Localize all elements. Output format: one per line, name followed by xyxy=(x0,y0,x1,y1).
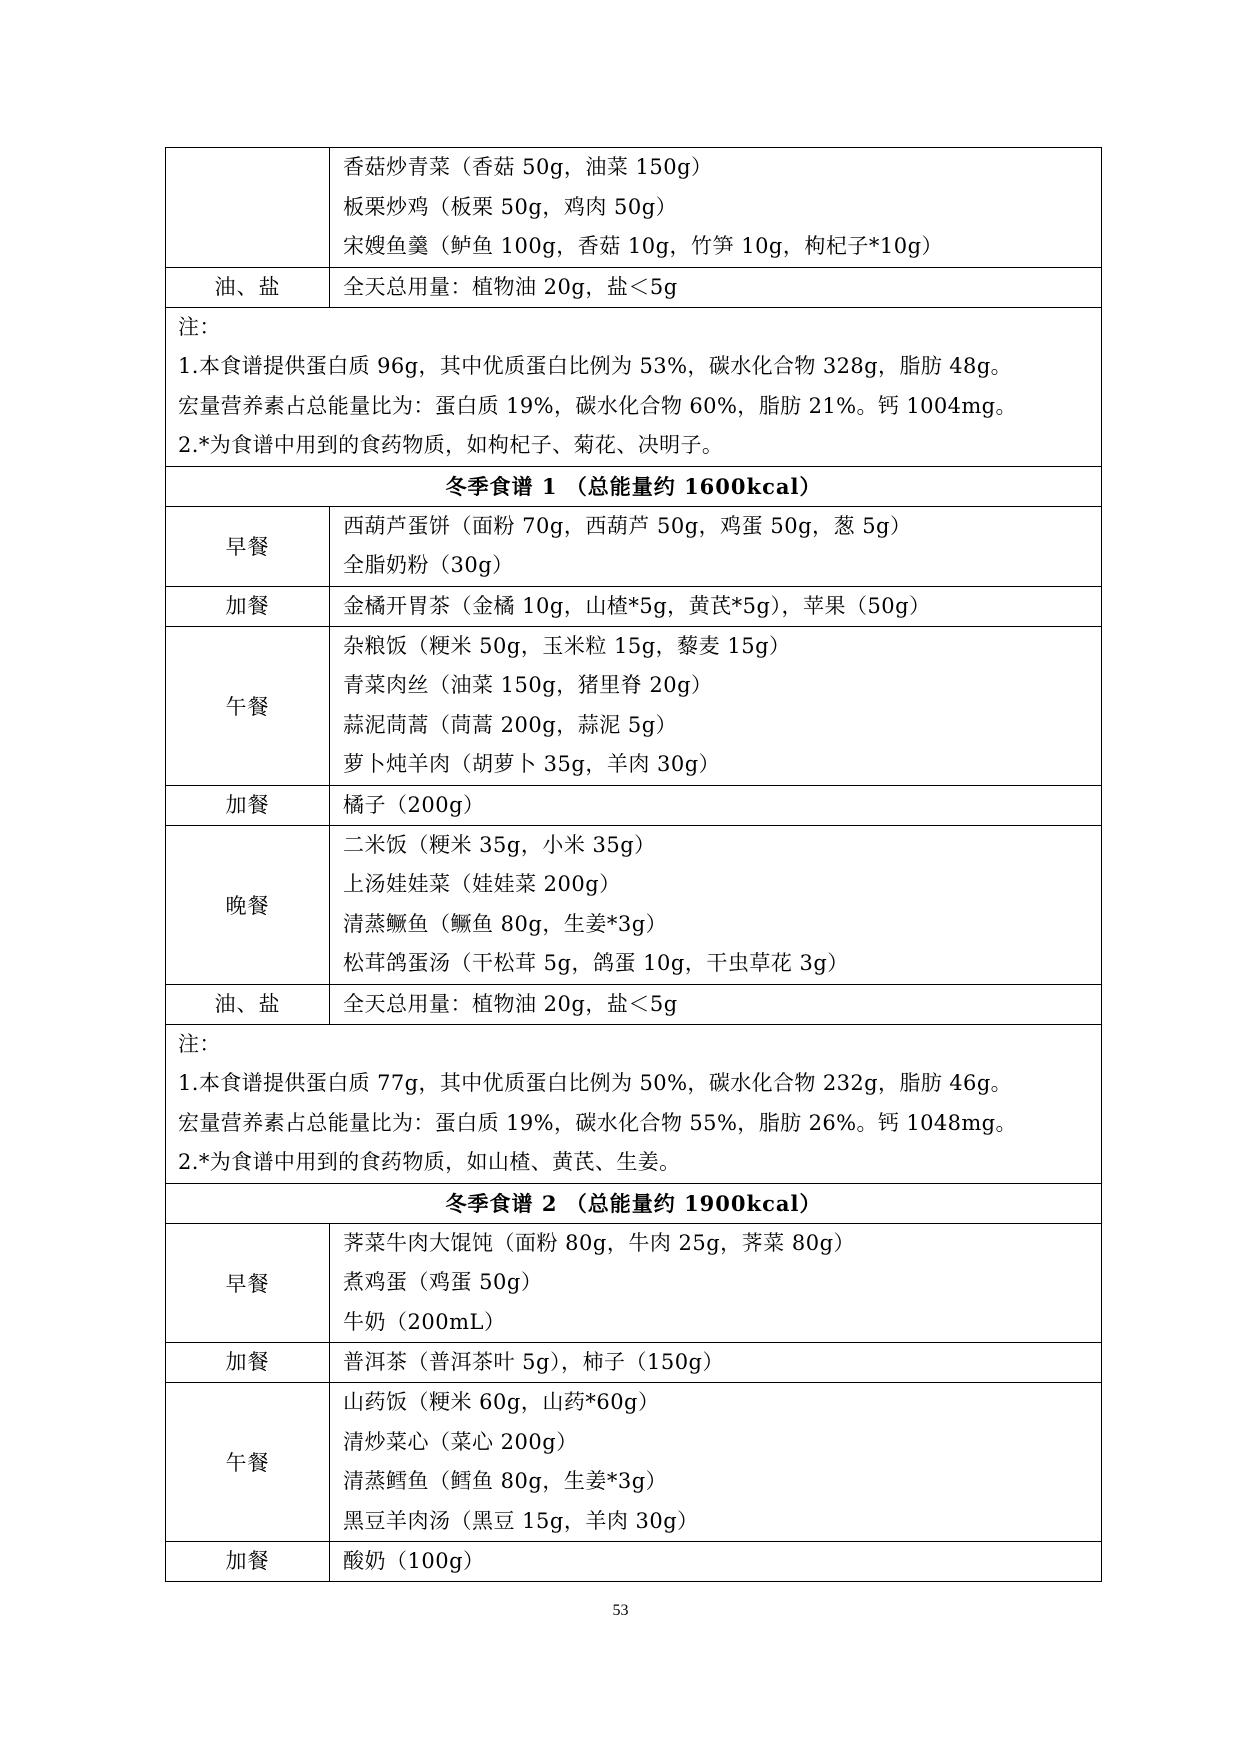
dish-item: 萝卜炖羊肉（胡萝卜 35g，羊肉 30g） xyxy=(343,752,721,776)
oil-salt-label: 油、盐 xyxy=(166,984,330,1024)
dish-item: 清蒸鳕鱼（鳕鱼 80g，生姜*3g） xyxy=(343,1469,668,1493)
dish-item: 板栗炒鸡（板栗 50g，鸡肉 50g） xyxy=(343,194,678,219)
dish-list xyxy=(330,1542,1102,1582)
dish-item: 普洱茶（普洱茶叶 5g），柿子（150g） xyxy=(343,1350,725,1374)
table-row xyxy=(166,626,1102,785)
meal-label-snack: 加餐 xyxy=(166,785,330,825)
dish-list xyxy=(330,1343,1102,1383)
page-number: 53 xyxy=(612,1602,629,1619)
dish-item: 牛奶（200mL） xyxy=(343,1309,506,1334)
meal-label-lunch: 午餐 xyxy=(166,626,330,785)
table-row xyxy=(166,466,1102,506)
oil-salt-label: 油、盐 xyxy=(166,267,330,307)
note-block xyxy=(166,307,1102,466)
meal-label-snack: 加餐 xyxy=(166,1343,330,1383)
table-row xyxy=(166,1383,1102,1542)
dish-list xyxy=(330,1223,1102,1343)
dish-item: 金橘开胃茶（金橘 10g，山楂*5g，黄芪*5g），苹果（50g） xyxy=(343,593,931,618)
note-line: 2.*为食谱中用到的食药物质，如山楂、黄芪、生姜。 xyxy=(178,1150,681,1174)
table-row xyxy=(166,785,1102,825)
meal-label-dinner: 晚餐 xyxy=(166,825,330,984)
meal-label-snack: 加餐 xyxy=(166,1542,330,1582)
dish-item: 橘子（200g） xyxy=(343,792,485,817)
table-row xyxy=(166,825,1102,984)
menu-title-winter-1: 冬季食谱 1 （总能量约 1600kcal） xyxy=(166,466,1102,506)
dish-item: 酸奶（100g） xyxy=(343,1549,485,1573)
dish-item: 黑豆羊肉汤（黑豆 15g，羊肉 30g） xyxy=(343,1508,699,1533)
dish-item: 上汤娃娃菜（娃娃菜 200g） xyxy=(343,872,621,896)
dish-item: 煮鸡蛋（鸡蛋 50g） xyxy=(343,1270,543,1294)
table-row xyxy=(166,1024,1102,1183)
table-row xyxy=(166,1542,1102,1582)
table-row xyxy=(166,1183,1102,1223)
dish-item: 杂粮饭（粳米 50g，玉米粒 15g，藜麦 15g） xyxy=(343,633,791,658)
note-block xyxy=(166,1024,1102,1183)
meal-label-lunch: 午餐 xyxy=(166,1383,330,1542)
dish-item: 荠菜牛肉大馄饨（面粉 80g，牛肉 25g，荠菜 80g） xyxy=(343,1230,856,1255)
dish-list xyxy=(330,148,1102,268)
dish-item: 西葫芦蛋饼（面粉 70g，西葫芦 50g，鸡蛋 50g，葱 5g） xyxy=(343,513,912,538)
dish-item: 二米饭（粳米 35g，小米 35g） xyxy=(343,832,656,857)
dish-item: 清炒菜心（菜心 200g） xyxy=(343,1429,578,1454)
dish-list xyxy=(330,825,1102,984)
table-row xyxy=(166,307,1102,466)
dish-list xyxy=(330,626,1102,785)
note-line: 1.本食谱提供蛋白质 96g，其中优质蛋白比例为 53%，碳水化合物 328g，脂肪 48g。 xyxy=(178,354,1013,378)
menu-table xyxy=(165,147,1102,1582)
note-line: 2.*为食谱中用到的食药物质，如枸杞子、菊花、决明子。 xyxy=(178,433,724,457)
dish-item: 全脂奶粉（30g） xyxy=(343,553,514,577)
dish-item: 山药饭（粳米 60g，山药*60g） xyxy=(343,1390,660,1414)
meal-label-snack: 加餐 xyxy=(166,586,330,626)
table-row xyxy=(166,148,1102,268)
note-line: 注： xyxy=(178,1031,221,1056)
meal-label-breakfast: 早餐 xyxy=(166,1223,330,1343)
dish-item: 香菇炒青菜（香菇 50g，油菜 150g） xyxy=(343,155,713,179)
table-row xyxy=(166,586,1102,626)
note-line: 宏量营养素占总能量比为：蛋白质 19%，碳水化合物 60%，脂肪 21%。钙 1004mg。 xyxy=(178,393,1017,418)
oil-salt-text: 全天总用量：植物油 20g，盐＜5g xyxy=(330,984,1102,1024)
dish-list xyxy=(330,506,1102,586)
oil-salt-text: 全天总用量：植物油 20g，盐＜5g xyxy=(330,267,1102,307)
dish-item: 清蒸鳜鱼（鳜鱼 80g，生姜*3g） xyxy=(343,911,668,936)
meal-label-cell xyxy=(166,148,330,268)
note-line: 注： xyxy=(178,314,221,339)
dish-item: 蒜泥茼蒿（茼蒿 200g，蒜泥 5g） xyxy=(343,712,678,737)
note-line: 1.本食谱提供蛋白质 77g，其中优质蛋白比例为 50%，碳水化合物 232g，脂肪 46g。 xyxy=(178,1071,1013,1095)
dish-list xyxy=(330,586,1102,626)
note-line: 宏量营养素占总能量比为：蛋白质 19%，碳水化合物 55%，脂肪 26%。钙 1048mg。 xyxy=(178,1110,1017,1135)
table-row xyxy=(166,984,1102,1024)
dish-list xyxy=(330,785,1102,825)
table-row xyxy=(166,506,1102,586)
meal-label-breakfast: 早餐 xyxy=(166,506,330,586)
dish-list xyxy=(330,1383,1102,1542)
dish-item: 宋嫂鱼羹（鲈鱼 100g，香菇 10g，竹笋 10g，枸杞子*10g） xyxy=(343,234,944,258)
table-row xyxy=(166,267,1102,307)
table-row xyxy=(166,1343,1102,1383)
dish-item: 青菜肉丝（油菜 150g，猪里脊 20g） xyxy=(343,673,713,697)
dish-item: 松茸鸽蛋汤（干松茸 5g，鸽蛋 10g，干虫草花 3g） xyxy=(343,951,849,975)
menu-title-winter-2: 冬季食谱 2 （总能量约 1900kcal） xyxy=(166,1183,1102,1223)
table-row xyxy=(166,1223,1102,1343)
